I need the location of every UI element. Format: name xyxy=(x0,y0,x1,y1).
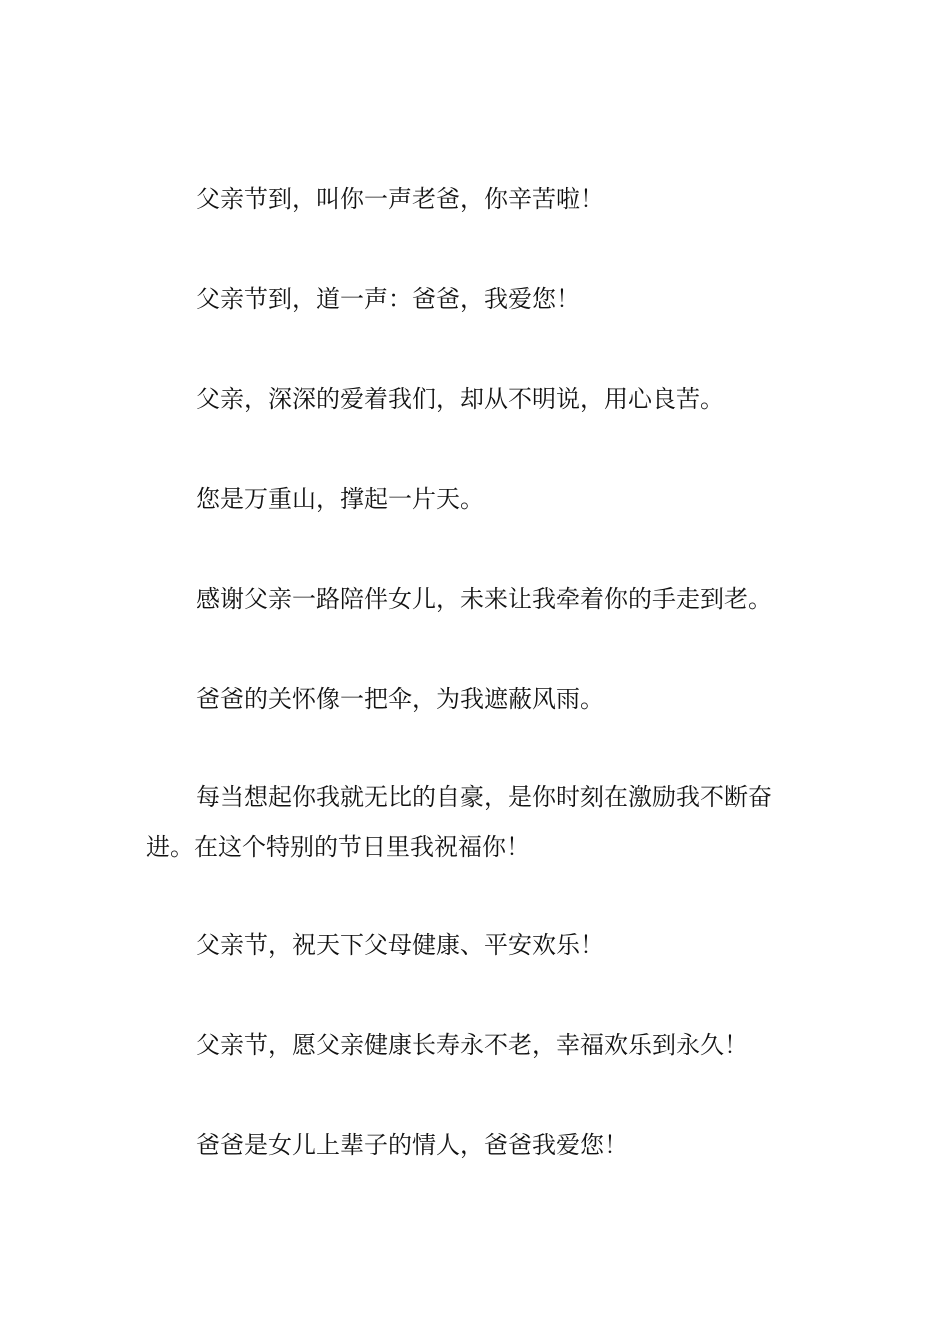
paragraph: 您是万重山，撑起一片天。 xyxy=(196,485,484,513)
paragraph: 父亲节，祝天下父母健康、平安欢乐！ xyxy=(196,931,604,959)
paragraph: 爸爸的关怀像一把伞，为我遮蔽风雨。 xyxy=(196,685,604,713)
paragraph: 每当想起你我就无比的自豪，是你时刻在激励我不断奋进。在这个特别的节日里我祝福你！ xyxy=(146,783,772,861)
paragraph: 爸爸是女儿上辈子的情人，爸爸我爱您！ xyxy=(196,1131,628,1159)
paragraph: 父亲节到，道一声：爸爸，我爱您！ xyxy=(196,285,580,313)
paragraph: 父亲节，愿父亲健康长寿永不老，幸福欢乐到永久！ xyxy=(196,1031,748,1059)
paragraph: 父亲节到，叫你一声老爸，你辛苦啦！ xyxy=(196,185,604,213)
paragraph: 父亲，深深的爱着我们，却从不明说，用心良苦。 xyxy=(196,385,724,413)
paragraph: 感谢父亲一路陪伴女儿，未来让我牵着你的手走到老。 xyxy=(196,585,772,613)
